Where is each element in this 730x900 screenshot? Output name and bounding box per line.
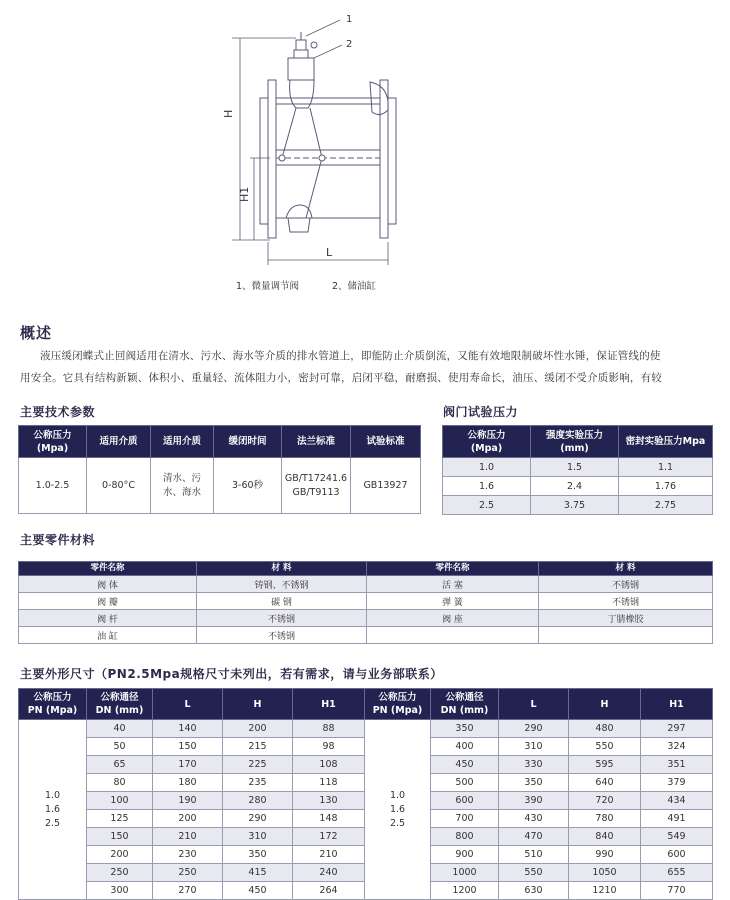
table-cell: 200 (153, 810, 223, 828)
table-cell: 118 (293, 774, 365, 792)
table-cell: 240 (293, 864, 365, 882)
table-cell: 弹 簧 (367, 593, 539, 610)
table-cell: 290 (499, 720, 569, 738)
table-cell: 350 (223, 846, 293, 864)
table-cell: 1.76 (619, 477, 713, 496)
table-header-row (19, 562, 713, 576)
table-cell: 130 (293, 792, 365, 810)
table-cell: 280 (223, 792, 293, 810)
table-cell: 1.0-2.5 (19, 458, 87, 514)
dimensions-heading: 主要外形尺寸（PN2.5Mpa规格尺寸未列出，若有需求，请与业务部联系） (20, 667, 443, 681)
col-header: 公称通径 DN (mm) (87, 689, 153, 720)
table-cell: 434 (641, 792, 713, 810)
table-cell: 351 (641, 756, 713, 774)
table-cell: 2.75 (619, 496, 713, 515)
table-cell: 510 (499, 846, 569, 864)
callout-1: 1 (346, 14, 353, 25)
adjust-valve (296, 40, 306, 50)
table-cell: 180 (153, 774, 223, 792)
overview-line-2: 用安全。它具有结构新颖、体积小、重量轻、流体阻力小，密封可靠，启闭平稳，耐磨损、使用寿命长，油压、缓闭不受介质影响，有较 (20, 372, 662, 384)
table-cell: 215 (223, 738, 293, 756)
table-cell: 264 (293, 882, 365, 900)
table-row (19, 627, 713, 644)
table-cell: 310 (223, 828, 293, 846)
table-cell: 不锈钢 (197, 610, 367, 627)
dim-l-label: L (326, 246, 333, 259)
pressure-cell: 1.0 1.6 2.5 (19, 720, 87, 900)
col-header: H (569, 689, 641, 720)
table-cell: 450 (223, 882, 293, 900)
table-cell: 1.0 (443, 458, 531, 477)
table-row (19, 458, 421, 514)
table-cell: 100 (87, 792, 153, 810)
tech-params-heading: 主要技术参数 (20, 405, 96, 419)
table-cell: 235 (223, 774, 293, 792)
table-header-row (19, 689, 713, 720)
table-cell: 800 (431, 828, 499, 846)
table-cell: 230 (153, 846, 223, 864)
table-cell: 770 (641, 882, 713, 900)
table-cell: 640 (569, 774, 641, 792)
table-cell: 1.5 (531, 458, 619, 477)
col-header: L (499, 689, 569, 720)
col-header: H1 (293, 689, 365, 720)
col-header: 零件名称 (19, 562, 197, 576)
table-cell: 600 (431, 792, 499, 810)
table-cell: 595 (569, 756, 641, 774)
table-cell: 不锈钢 (197, 627, 367, 644)
col-header: 试验标准 (351, 426, 421, 458)
dim-h-label: H (222, 109, 235, 118)
col-header: 公称压力 (Mpa) (443, 426, 531, 458)
table-header-row (443, 426, 713, 458)
table-cell: 350 (499, 774, 569, 792)
table-cell: 98 (293, 738, 365, 756)
table-cell: 丁腈橡胶 (539, 610, 713, 627)
table-cell: 430 (499, 810, 569, 828)
test-pressure-table (442, 425, 713, 515)
table-cell: 990 (569, 846, 641, 864)
table-cell: 1050 (569, 864, 641, 882)
table-row (19, 576, 713, 593)
col-header: 缓闭时间 (214, 426, 282, 458)
table-cell: 阀 体 (19, 576, 197, 593)
table-cell: 250 (153, 864, 223, 882)
col-header: 零件名称 (367, 562, 539, 576)
table-cell: 780 (569, 810, 641, 828)
table-cell: 470 (499, 828, 569, 846)
table-cell: 270 (153, 882, 223, 900)
overview-heading: 概述 (20, 324, 53, 342)
col-header: L (153, 689, 223, 720)
table-cell: 840 (569, 828, 641, 846)
table-cell: 480 (569, 720, 641, 738)
table-cell: 390 (499, 792, 569, 810)
table-cell: 1210 (569, 882, 641, 900)
table-cell: 2.5 (443, 496, 531, 515)
table-cell: 148 (293, 810, 365, 828)
table-cell: 140 (153, 720, 223, 738)
table-cell: 324 (641, 738, 713, 756)
col-header: 公称通径 DN (mm) (431, 689, 499, 720)
table-cell: 550 (569, 738, 641, 756)
table-cell: 630 (499, 882, 569, 900)
table-cell: 活 塞 (367, 576, 539, 593)
caption-2: 2、储油缸 (332, 281, 377, 292)
table-cell: GB13927 (351, 458, 421, 514)
table-cell: 250 (87, 864, 153, 882)
table-cell (539, 627, 713, 644)
table-row (19, 610, 713, 627)
pressure-cell: 1.0 1.6 2.5 (365, 720, 431, 900)
table-cell: 330 (499, 756, 569, 774)
table-cell: 3-60秒 (214, 458, 282, 514)
table-cell: 210 (153, 828, 223, 846)
table-cell: 不锈钢 (539, 593, 713, 610)
table-cell: 172 (293, 828, 365, 846)
dimensions-body (19, 720, 713, 900)
table-cell: 108 (293, 756, 365, 774)
table-cell: 1000 (431, 864, 499, 882)
table-cell: 125 (87, 810, 153, 828)
table-header-row (19, 426, 421, 458)
table-row (19, 593, 713, 610)
valve-drawing (210, 0, 410, 300)
table-cell: 65 (87, 756, 153, 774)
table-cell: 655 (641, 864, 713, 882)
table-row (19, 720, 713, 738)
col-header: H1 (641, 689, 713, 720)
right-flange (380, 80, 388, 238)
table-cell: 1200 (431, 882, 499, 900)
col-header: 材 料 (197, 562, 367, 576)
callout-2: 2 (346, 39, 353, 50)
table-cell: 310 (499, 738, 569, 756)
parts-heading: 主要零件材料 (20, 533, 96, 547)
table-cell: 415 (223, 864, 293, 882)
table-cell: 290 (223, 810, 293, 828)
table-cell: 300 (87, 882, 153, 900)
col-header: 法兰标准 (282, 426, 351, 458)
table-cell: 550 (499, 864, 569, 882)
table-cell: 379 (641, 774, 713, 792)
table-cell: 2.4 (531, 477, 619, 496)
table-cell: GB/T17241.6 GB/T9113 (282, 458, 351, 514)
table-cell: 50 (87, 738, 153, 756)
table-cell: 900 (431, 846, 499, 864)
oil-cylinder (288, 58, 314, 80)
table-cell: 700 (431, 810, 499, 828)
table-cell: 350 (431, 720, 499, 738)
col-header: 公称压力 (Mpa) (19, 426, 87, 458)
table-cell: 190 (153, 792, 223, 810)
dimensions-table (18, 688, 713, 900)
table-cell: 阀 座 (367, 610, 539, 627)
table-cell: 1.6 (443, 477, 531, 496)
table-cell: 150 (153, 738, 223, 756)
table-cell: 400 (431, 738, 499, 756)
tech-params-table (18, 425, 421, 514)
table-cell: 清水、污 水、海水 (151, 458, 214, 514)
table-cell: 铸钢、不锈钢 (197, 576, 367, 593)
table-cell: 720 (569, 792, 641, 810)
table-cell: 210 (293, 846, 365, 864)
table-row (443, 477, 713, 496)
col-header: 适用介质 (151, 426, 214, 458)
table-cell: 1.1 (619, 458, 713, 477)
parts-table (18, 561, 713, 644)
overview-line-1: 液压缓闭蝶式止回阀适用在清水、污水、海水等介质的排水管道上，即能防止介质倒流，又能有效地限制破坏性水锤，保证管线的使 (40, 350, 661, 362)
dim-h1-label: H1 (238, 186, 251, 202)
table-row (443, 458, 713, 477)
col-header: 密封实验压力Mpa (619, 426, 713, 458)
col-header: 适用介质 (87, 426, 151, 458)
col-header: 材 料 (539, 562, 713, 576)
left-flange (268, 80, 276, 238)
col-header: 公称压力 PN (Mpa) (19, 689, 87, 720)
table-cell: 40 (87, 720, 153, 738)
table-cell: 297 (641, 720, 713, 738)
table-cell: 450 (431, 756, 499, 774)
col-header: 强度实验压力 (mm) (531, 426, 619, 458)
table-cell: 0-80°C (87, 458, 151, 514)
col-header: 公称压力 PN (Mpa) (365, 689, 431, 720)
table-cell: 600 (641, 846, 713, 864)
table-cell: 碳 钢 (197, 593, 367, 610)
caption-1: 1、微量调节阀 (236, 281, 300, 292)
table-cell: 油 缸 (19, 627, 197, 644)
table-cell: 200 (223, 720, 293, 738)
col-header: H (223, 689, 293, 720)
test-pressure-heading: 阀门试验压力 (443, 405, 519, 419)
table-cell: 阀 瓣 (19, 593, 197, 610)
table-cell: 不锈钢 (539, 576, 713, 593)
table-cell: 225 (223, 756, 293, 774)
table-cell: 491 (641, 810, 713, 828)
table-cell: 80 (87, 774, 153, 792)
table-row (443, 496, 713, 515)
table-cell (367, 627, 539, 644)
table-cell: 170 (153, 756, 223, 774)
table-cell: 200 (87, 846, 153, 864)
table-cell: 150 (87, 828, 153, 846)
table-cell: 549 (641, 828, 713, 846)
table-cell: 500 (431, 774, 499, 792)
table-cell: 3.75 (531, 496, 619, 515)
table-cell: 阀 杆 (19, 610, 197, 627)
table-cell: 88 (293, 720, 365, 738)
